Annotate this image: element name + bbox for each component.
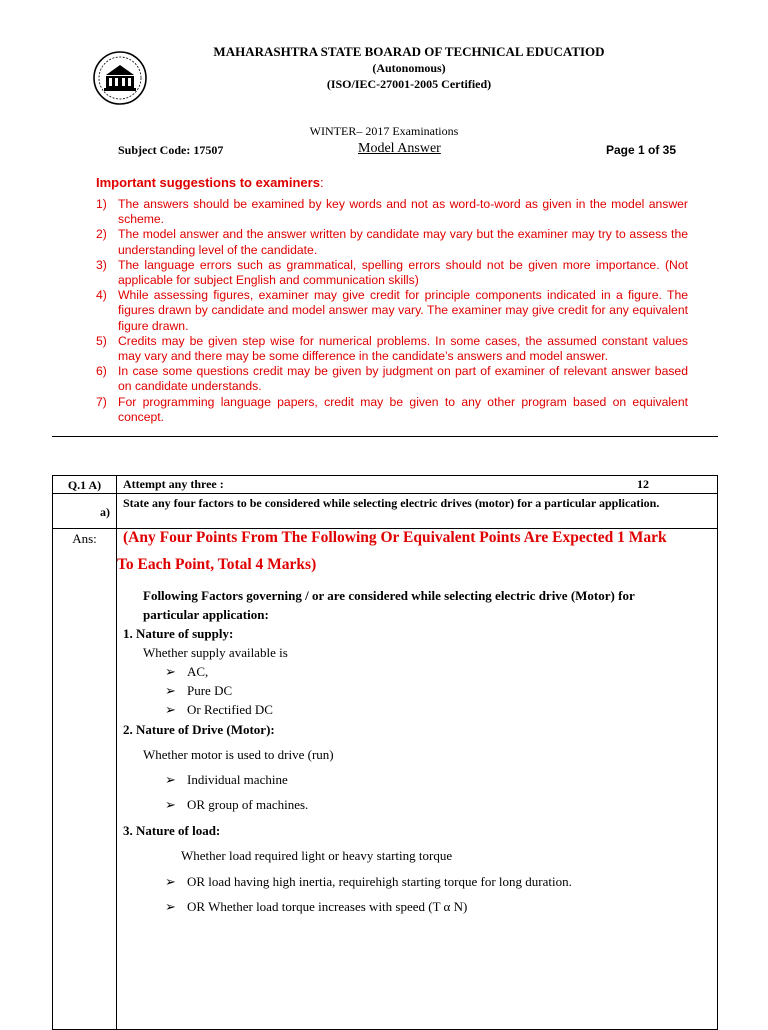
- suggestion-item: [96, 197, 688, 227]
- point-3-subtext: Whether load required light or heavy starting torque: [181, 848, 453, 863]
- board-name: MAHARASHTRA STATE BOARAD OF TECHNICAL EDUCATIOD: [213, 44, 605, 59]
- suggestion-number: 4): [96, 288, 107, 303]
- suggestion-text: The answers should be examined by key words and not as word-to-word as given in the model answer scheme.: [118, 197, 688, 227]
- bullet-text: OR group of machines.: [187, 797, 309, 812]
- marking-note-line2: To Each Point, Total 4 Marks): [117, 556, 317, 573]
- suggestions-title-text: Important suggestions to examiners: [96, 175, 320, 190]
- bullet-arrow-icon: ➢: [165, 664, 176, 679]
- intro-line2: particular application:: [143, 607, 269, 622]
- intro-line1: Following Factors governing / or are considered while selecting electric drive (Motor) for: [143, 588, 635, 603]
- bullet-arrow-icon: ➢: [165, 899, 176, 914]
- bullet-item: [165, 702, 273, 718]
- suggestion-number: 3): [96, 257, 107, 272]
- bullet-arrow-icon: ➢: [165, 683, 176, 698]
- bullet-text: Or Rectified DC: [187, 702, 273, 717]
- suggestions-title-colon: :: [319, 175, 324, 190]
- suggestion-item: [96, 334, 688, 364]
- autonomous-label: (Autonomous): [372, 61, 446, 75]
- suggestion-item: [96, 227, 688, 257]
- suggestion-text: While assessing figures, examiner may give credit for principle components indicated in a figure. The figures drawn by candidate and model answer may vary. The examiner may give credit for any equivalent figure drawn.: [118, 288, 688, 333]
- bullet-item: [165, 683, 232, 699]
- divider: [52, 436, 718, 437]
- subquestion-text: State any four factors to be considered while selecting electric drives (motor) for a particular application.: [117, 494, 718, 529]
- point-1-subtext: Whether supply available is: [143, 645, 288, 660]
- suggestion-number: 2): [96, 227, 107, 242]
- bullet-text: OR load having high inertia, requirehigh starting torque for long duration.: [187, 874, 572, 889]
- subquestion-label: a): [53, 494, 117, 529]
- bullet-text: Pure DC: [187, 683, 233, 698]
- suggestion-item: [96, 364, 688, 394]
- bullet-arrow-icon: ➢: [165, 772, 176, 787]
- suggestion-number: 7): [96, 394, 107, 409]
- suggestion-number: 5): [96, 333, 107, 348]
- question-marks: 12: [637, 477, 649, 491]
- model-answer-title: Model Answer: [358, 141, 441, 156]
- bullet-text: AC,: [187, 664, 209, 679]
- suggestion-text: For programming language papers, credit may be given to any other program based on equivalent concept.: [118, 394, 688, 424]
- question-heading: [117, 476, 718, 494]
- suggestion-text: Credits may be given step wise for numerical problems. In some cases, the assumed constant values may vary and there may be some difference in the candidate’s answers and model answer.: [118, 333, 688, 364]
- bullet-text: OR Whether load torque increases with speed (T α N): [187, 899, 468, 914]
- bullet-item: [165, 797, 308, 813]
- answer-row: [53, 529, 718, 1030]
- suggestion-number: 6): [96, 364, 107, 379]
- bullet-item: [165, 772, 288, 788]
- suggestion-text: The language errors such as grammatical, spelling errors should not be given more importance. (Not applicable for subject English and communication skills): [118, 257, 688, 288]
- question-table: [52, 475, 718, 1030]
- point-2-title: 2. Nature of Drive (Motor):: [123, 722, 275, 737]
- suggestion-item: [96, 258, 688, 288]
- attempt-text: Attempt any three :: [123, 477, 224, 491]
- suggestion-item: [96, 288, 688, 334]
- bullet-item: [165, 664, 208, 680]
- exam-title: WINTER– 2017 Examinations: [309, 124, 459, 138]
- answer-label: Ans:: [53, 529, 117, 1030]
- answer-body: [117, 529, 717, 1029]
- suggestions-list: [96, 197, 688, 425]
- subquestion-row: [53, 494, 718, 529]
- suggestion-text: The model answer and the answer written by candidate may vary but the examiner may try to assess the understanding level of the candidate.: [118, 227, 688, 257]
- question-row: [53, 476, 718, 494]
- page-number: Page 1 of 35: [606, 143, 677, 157]
- certification-label: (ISO/IEC-27001-2005 Certified): [326, 77, 492, 91]
- bullet-text: Individual machine: [187, 772, 288, 787]
- answer-cell: [117, 529, 718, 1030]
- suggestion-text: In case some questions credit may be given by judgment on part of examiner of relevant answer based on candidate understands.: [118, 364, 688, 394]
- suggestion-number: 1): [96, 197, 107, 211]
- marking-note-line1: (Any Four Points From The Following Or Equivalent Points Are Expected 1 Mark: [123, 529, 667, 546]
- point-2-subtext: Whether motor is used to drive (run): [143, 747, 334, 762]
- bullet-arrow-icon: ➢: [165, 702, 176, 717]
- suggestions-title: [96, 175, 324, 190]
- bullet-item: [165, 874, 572, 890]
- point-1-title: 1. Nature of supply:: [123, 626, 234, 641]
- bullet-item: [165, 899, 467, 915]
- point-3-title: 3. Nature of load:: [123, 823, 221, 838]
- bullet-arrow-icon: ➢: [165, 874, 176, 889]
- bullet-arrow-icon: ➢: [165, 797, 176, 812]
- question-label: Q.1 A): [53, 476, 117, 494]
- suggestion-item: [96, 395, 688, 425]
- subject-code: Subject Code: 17507: [118, 143, 224, 157]
